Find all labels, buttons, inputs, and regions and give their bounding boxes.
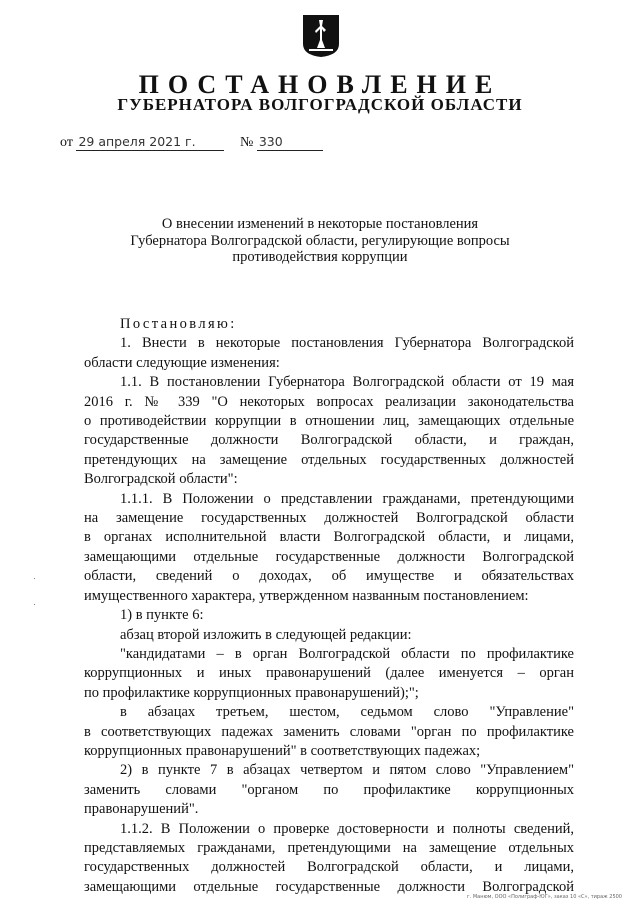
- scan-margin-marks: [34, 578, 35, 606]
- subject-line: противодействия коррупции: [232, 249, 408, 265]
- body-line: в абзацах третьем, шестом, седьмом слово "Управление": [120, 704, 574, 721]
- number-value: 330: [257, 134, 323, 151]
- number-label: №: [240, 135, 254, 150]
- body-line: 2) в пункте 7 в абзацах четвертом и пятом слово "Управлением": [120, 762, 574, 779]
- document-issuer: ГУБЕРНАТОРА ВОЛГОГРАДСКОЙ ОБЛАСТИ: [117, 95, 523, 114]
- body-line: государственных должностей Волгоградской области, и лицами,: [84, 859, 574, 876]
- document-body: [84, 315, 574, 897]
- body-line: в органах исполнительной власти Волгоградской области, и лицами,: [84, 529, 574, 546]
- body-line: абзац второй изложить в следующей редакции:: [120, 626, 412, 643]
- body-line: на замещение государственных должностей Волгоградской области: [84, 510, 574, 527]
- date-value: 29 апреля 2021 г.: [76, 134, 224, 151]
- body-line: представляемых гражданами, претендующими на замещение отдельных: [84, 839, 574, 856]
- document-title: ПОСТАНОВЛЕНИЕ: [138, 70, 502, 99]
- body-line: 1.1.2. В Положении о проверке достоверности и полноты сведений,: [120, 820, 574, 837]
- coat-of-arms-emblem: [302, 14, 340, 58]
- date-label: от: [60, 135, 73, 150]
- subject-line: Губернатора Волгоградской области, регулирующие вопросы: [130, 232, 510, 249]
- body-line: "кандидатами – в орган Волгоградской области по профилактике: [120, 645, 574, 662]
- body-line: правонарушений".: [84, 801, 199, 818]
- body-line: о противодействии коррупции в отношении лиц, замещающих отдельные: [84, 413, 574, 430]
- body-line: заменить словами "органом по профилактике коррупционных: [84, 781, 574, 798]
- body-line: замещающими отдельные государственные должности Волгоградской: [84, 548, 574, 565]
- date-field: [60, 134, 224, 151]
- body-lines: [84, 334, 574, 897]
- body-line: области следующие изменения:: [84, 354, 280, 371]
- body-line: государственные должности Волгоградской области, и граждан,: [84, 432, 574, 449]
- body-line: 1.1. В постановлении Губернатора Волгоградской области от 19 мая: [120, 374, 574, 391]
- subject-line: О внесении изменений в некоторые постановления: [161, 216, 479, 232]
- body-line: 1) в пункте 6:: [120, 607, 204, 624]
- body-line: 1.1.1. В Положении о представлении гражданами, претендующими: [120, 490, 574, 507]
- body-line: Волгоградской области":: [84, 471, 238, 488]
- resolve-word: Постановляю:: [120, 316, 237, 332]
- printer-imprint: г. Манюм, ООО «Полиграф-ЮГ», заказ 10 «С», тираж 2500: [467, 894, 622, 900]
- number-field: [240, 134, 323, 151]
- body-line: 2016 г. № 339 "О некоторых вопросах реализации законодательства: [84, 393, 574, 410]
- body-line: коррупционных и иных правонарушений (далее именуется – орган: [84, 665, 574, 682]
- body-line: в соответствующих падежах заменить словами "орган по профилактике: [84, 723, 574, 740]
- body-line: по профилактике коррупционных правонарушений);";: [84, 684, 419, 701]
- document-subject: [0, 216, 640, 266]
- body-line: области, сведений о доходах, об имуществе и обязательствах: [84, 568, 574, 585]
- body-line: коррупционных правонарушений" в соответствующих падежах;: [84, 742, 481, 759]
- body-line: претендующих на замещение отдельных государственных должностей: [84, 451, 574, 468]
- body-line: 1. Внести в некоторые постановления Губернатора Волгоградской: [120, 335, 574, 352]
- body-line: имущественного характера, утвержденном названным постановлением:: [84, 587, 529, 604]
- body-line: замещающими отдельные государственные должности Волгоградской: [84, 878, 574, 895]
